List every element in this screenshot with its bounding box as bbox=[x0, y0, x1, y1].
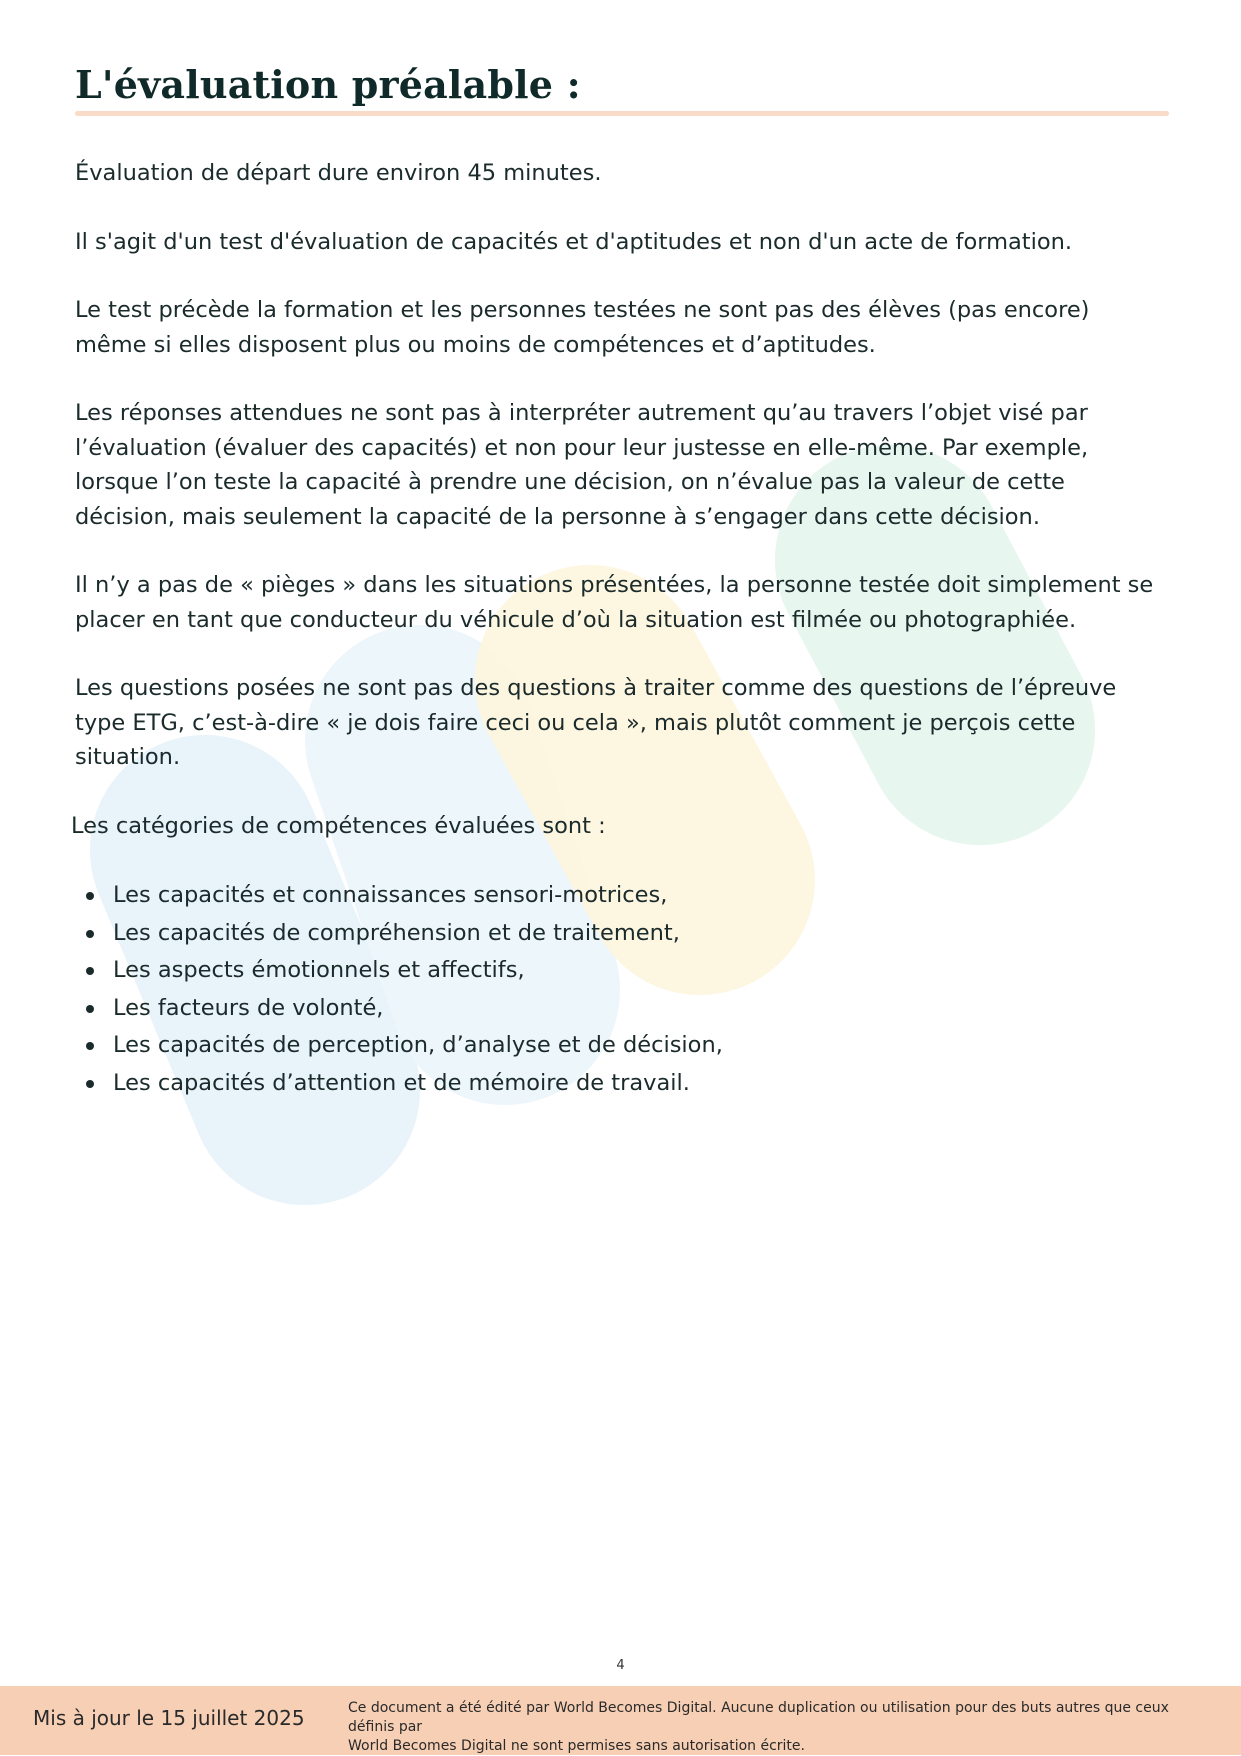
list-item-text: Les capacités et connaissances sensori-motrices, bbox=[113, 882, 668, 908]
list-item bbox=[75, 915, 1169, 953]
paragraph-line: Les questions posées ne sont pas des questions à traiter comme des questions de l’épreuve bbox=[75, 675, 1117, 701]
footer-bar bbox=[0, 1686, 1241, 1755]
list-item-text: Les capacités de compréhension et de traitement, bbox=[113, 919, 680, 946]
footer-legal-line: World Becomes Digital ne sont permises sans autorisation écrite. bbox=[348, 1738, 805, 1754]
paragraph-questions bbox=[75, 671, 1169, 775]
list-item-text: Les aspects émotionnels et affectifs, bbox=[113, 957, 525, 983]
paragraph-line: Il s'agit d'un test d'évaluation de capacités et d'aptitudes et non d'un acte de formation. bbox=[75, 228, 1073, 255]
paragraph-line: l’évaluation (évaluer des capacités) et non pour leur justesse en elle-même. Par exemple, bbox=[75, 434, 1089, 461]
categories-heading: Les catégories de compétences évaluées sont : bbox=[71, 812, 606, 839]
list-item-text: Les capacités d’attention et de mémoire de travail. bbox=[113, 1069, 690, 1096]
categories-list bbox=[75, 877, 1169, 1102]
paragraph-precedes-training bbox=[75, 293, 1169, 362]
list-item bbox=[75, 1027, 1169, 1065]
main-content bbox=[71, 62, 1169, 1102]
paragraph-line: placer en tant que conducteur du véhicule d’où la situation est filmée ou photographiée. bbox=[75, 606, 1077, 633]
bullet-icon bbox=[86, 1005, 94, 1013]
list-item bbox=[75, 952, 1169, 990]
bullet-icon bbox=[86, 1080, 94, 1088]
title-underline bbox=[75, 111, 1169, 116]
paragraph-no-traps bbox=[75, 568, 1169, 637]
list-item bbox=[75, 1065, 1169, 1103]
paragraph-line: Les réponses attendues ne sont pas à interpréter autrement qu’au travers l’objet visé par bbox=[75, 400, 1088, 426]
list-item bbox=[75, 877, 1169, 915]
paragraph-line: Évaluation de départ dure environ 45 minutes. bbox=[75, 160, 602, 186]
paragraph-line: lorsque l’on teste la capacité à prendre une décision, on n’évalue pas la valeur de cette bbox=[75, 469, 1065, 495]
paragraph-line: Il n’y a pas de « pièges » dans les situations présentées, la personne testée doit simplement se bbox=[75, 572, 1154, 598]
paragraph-responses bbox=[75, 396, 1169, 534]
paragraph-line: type ETG, c’est-à-dire « je dois faire ceci ou cela », mais plutôt comment je perçois cette bbox=[75, 709, 1076, 736]
list-item-text: Les capacités de perception, d’analyse et de décision, bbox=[113, 1032, 723, 1058]
list-item-text: Les facteurs de volonté, bbox=[113, 994, 384, 1021]
bullet-icon bbox=[86, 930, 94, 938]
paragraph-duration bbox=[75, 156, 1169, 191]
paragraph-nature bbox=[75, 225, 1169, 260]
footer-legal-line: Ce document a été édité par World Becomes Digital. Aucune duplication ou utilisation pour des buts autres que ceux définis par bbox=[348, 1700, 1169, 1735]
list-item bbox=[75, 990, 1169, 1028]
page-title: L'évaluation préalable : bbox=[75, 62, 581, 107]
paragraph-line: Le test précède la formation et les personnes testées ne sont pas des élèves (pas encore) bbox=[75, 297, 1090, 323]
footer-update-date: Mis à jour le 15 juillet 2025 bbox=[33, 1706, 305, 1730]
page-number: 4 bbox=[616, 1658, 625, 1673]
bullet-icon bbox=[86, 967, 94, 975]
paragraph-line: décision, mais seulement la capacité de la personne à s’engager dans cette décision. bbox=[75, 503, 1040, 530]
bullet-icon bbox=[86, 892, 94, 900]
paragraph-line: même si elles disposent plus ou moins de compétences et d’aptitudes. bbox=[75, 331, 876, 358]
footer-legal-notice bbox=[348, 1699, 1218, 1756]
bullet-icon bbox=[86, 1042, 94, 1050]
paragraph-line: situation. bbox=[75, 744, 181, 770]
